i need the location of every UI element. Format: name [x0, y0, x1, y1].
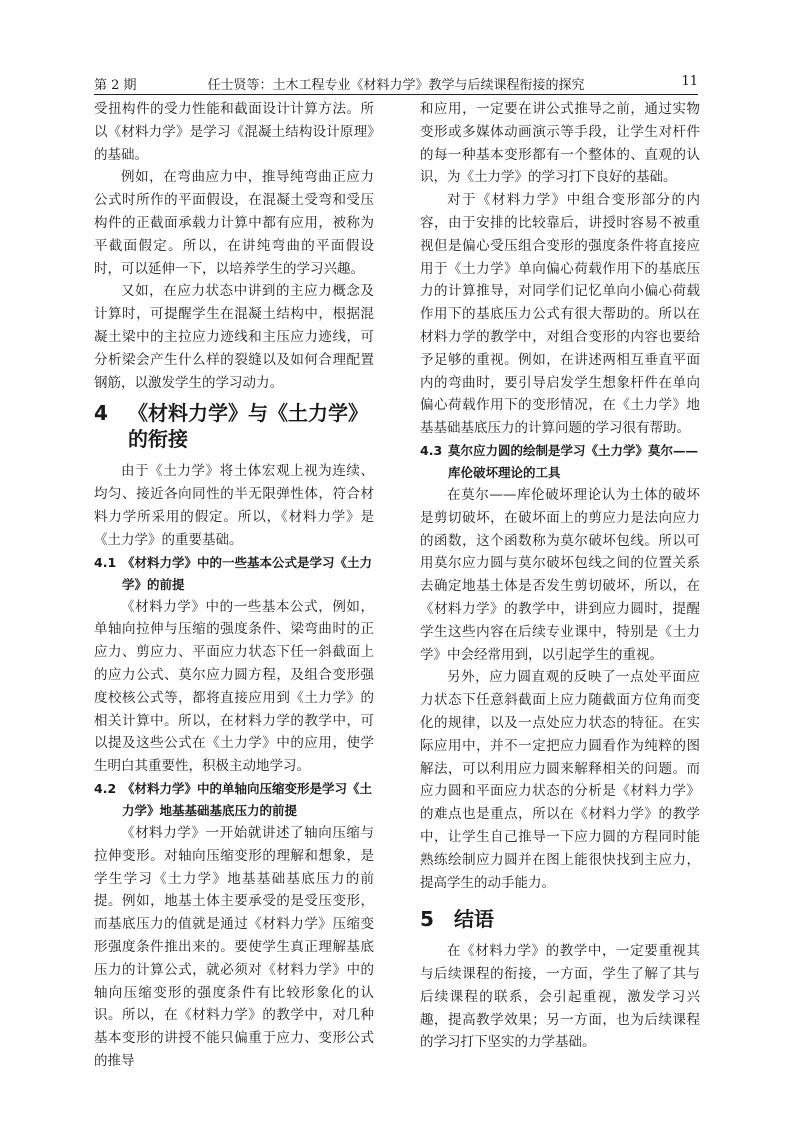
subsection-number: 4.1: [94, 554, 117, 570]
section-number: 5: [420, 907, 434, 932]
paragraph: 《材料力学》一开始就讲述了轴向压缩与拉伸变形。对轴向压缩变形的理解和想象，是学生学习《土力学》地基基础基底压力的前提。例如，地基土体主要承受的是受压变形，而基底压力的值就是通过《材料力学》压缩变形强度条件推出来的。要使学生真正理解基底压力的计算公式，就必须对《材料力学》中的轴向压缩变形的强度条件有比较形象化的认识。所以，在《材料力学》的教学中，对几种基本变形的讲授不能只偏重于应力、变形公式的推导: [94, 824, 374, 1069]
subsection-heading-4-1: [94, 552, 374, 596]
paragraph: 对于《材料力学》中组合变形部分的内容，由于安排的比较靠后，讲授时容易不被重视但是偏心受压组合变形的强度条件将直接应用于《土力学》单向偏心荷载作用下的基底压力的计算推导，对同学们记忆单向小偏心荷载作用下的基底压力公式有很大帮助的。所以在材料力学的教学中，对组合变形的内容也要给予足够的重视。例如，在讲述两相互垂直平面内的弯曲时，要引导启发学生想象杆件在单向偏心荷载作用下的变形情况，在《土力学》地基基础基底压力的计算问题的学习很有帮助。: [420, 192, 700, 437]
paragraph: 和应用，一定要在讲公式推导之前，通过实物变形或多媒体动画演示等手段，让学生对杆件的每一种基本变形都有一个整体的、直观的认识，为《土力学》的学习打下良好的基础。: [420, 101, 700, 186]
paragraph: 由于《土力学》将土体宏观上视为连续、均匀、接近各向同性的半无限弹性体，符合材料力学所采用的假定。所以，《材料力学》是《土力学》的重要基础。: [94, 463, 374, 548]
left-column: [94, 98, 374, 1073]
page-number: 11: [681, 74, 698, 89]
subsection-number: 4.2: [94, 780, 117, 796]
section-heading-5: [420, 906, 700, 932]
subsection-title: 《材料力学》中的一些基本公式是学习《土力学》的前提: [122, 554, 373, 592]
subsection-heading-4-3: [420, 440, 700, 484]
subsection-heading-4-2: [94, 778, 374, 822]
paragraph: 在莫尔——库伦破坏理论认为土体的破坏是剪切破坏，在破坏面上的剪应力是法向应力的函数，这个函数称为莫尔破坏包线。所以可用莫尔应力圆与莫尔破坏包线之间的位置关系去确定地基土体是否发生剪切破坏，所以，在《材料力学》的教学中，讲到应力圆时，提醒学生这些内容在后续专业课中，特别是《土力学》中会经常用到，以引起学生的重视。: [420, 486, 700, 663]
paragraph: 在《材料力学》的教学中，一定要重视其与后续课程的衔接，一方面，学生了解了其与后续课程的联系，会引起重视，激发学习兴 趣，提高教学效果；另一方面，也为后续课程的学习打下坚实的力学基础。: [420, 943, 700, 1051]
paragraph: 另外，应力圆直观的反映了一点处平面应力状态下任意斜截面上应力随截面方位角而变化的规律，以及一点处应力状态的特征。在实际应用中，并不一定把应力圆看作为纯粹的图解法，可以利用应力圆来解释相关的问题。而应力圆和平面应力状态的分析是《材料力学》的难点也是重点，所以在《材料力学》的教学中，让学生自己推导一下应力圆的方程同时能熟练绘制应力圆并在图上能很快找到主应力，提高学生的动手能力。: [420, 669, 700, 891]
paragraph: 例如，在弯曲应力中，推导纯弯曲正应力公式时所作的平面假设，在混凝土受弯和受压构件的正截面承载力计算中都有应用，被称为平截面假定。所以，在讲纯弯曲的平面假设时，可以延伸一下，以培养学生的学习兴趣。: [94, 169, 374, 277]
issue-number: 第 2 期: [94, 78, 137, 93]
subsection-title: 莫尔应力圆的绘制是学习《土力学》莫尔——库伦破坏理论的工具: [448, 442, 699, 480]
running-title: 任士贤等：土木工程专业《材料力学》教学与后续课程衔接的探究: [207, 78, 585, 93]
section-heading-4: [94, 400, 374, 452]
paragraph: 受扭构件的受力性能和截面设计计算方法。所以《材料力学》是学习《混凝土结构设计原理》的基础。: [94, 101, 374, 163]
section-number: 4: [94, 401, 108, 426]
right-column: [420, 98, 700, 1054]
subsection-number: 4.3: [420, 442, 443, 458]
running-header: [94, 72, 698, 95]
section-title: 《材料力学》与《土力学》的衔接: [128, 401, 368, 452]
section-title: 结语: [454, 907, 494, 932]
paragraph: 又如，在应力状态中讲到的主应力概念及计算时，可提醒学生在混凝土结构中，根据混凝土梁中的主拉应力迹线和主压应力迹线，可分析梁会产生什么样的裂缝以及如何合理配置钢筋，以激发学生的学习动力。: [94, 283, 374, 391]
subsection-title: 《材料力学》中的单轴向压缩变形是学习《土力学》地基基础基底压力的前提: [122, 780, 373, 818]
paragraph: 《材料力学》中的一些基本公式，例如，单轴向拉伸与压缩的强度条件、梁弯曲时的正应力、剪应力、平面应力状态下任一斜截面上的应力公式、莫尔应力圆方程，及组合变形强度校核公式等，都将直接应用到《土力学》的相关计算中。所以，在材料力学的教学中，可以提及这些公式在《土力学》中的应用，使学生明白其重要性，积极主动地学习。: [94, 598, 374, 775]
